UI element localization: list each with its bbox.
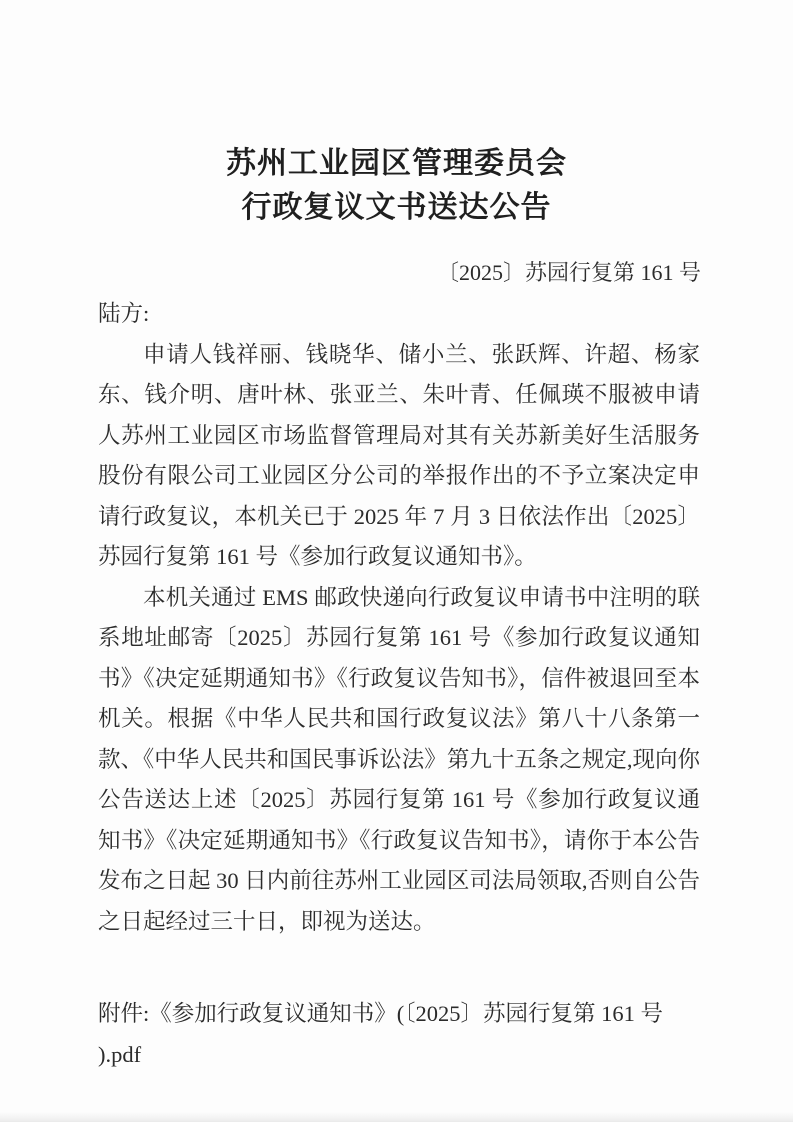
attachment-line: 附件:《参加行政复议通知书》(〔2025〕苏园行复第 161 号 ).pdf	[98, 1001, 663, 1067]
salutation: 陆方:	[98, 301, 150, 326]
document-title	[0, 142, 793, 230]
scan-artifact-bottom-edge	[0, 1112, 793, 1122]
title-line-2: 行政复议文书送达公告	[241, 191, 552, 224]
paragraph-1: 申请人钱祥丽、钱晓华、储小兰、张跃辉、许超、杨家东、钱介明、唐叶林、张亚兰、朱叶青、任佩瑛不服被申请人苏州工业园区市场监督管理局对其有关苏新美好生活服务股份有限公司工业园区分公司的举报作出的不予立案决定申请行政复议，本机关已于 2025 年 7 月 3 日依法作出〔2025〕苏园行复第 161 号《参加行政复议通知书》。	[98, 341, 700, 569]
document-body	[98, 294, 700, 1075]
paragraph-2: 本机关通过 EMS 邮政快递向行政复议申请书中注明的联系地址邮寄〔2025〕苏园行复第 161 号《参加行政复议通知书》《决定延期通知书》《行政复议告知书》，信件被退回至本机关。根据《中华人民共和国行政复议法》第八十八条第一款、《中华人民共和国民事诉讼法》第九十五条之规定,现向你公告送达上述〔2025〕苏园行复第 161 号《参加行政复议通知书》《决定延期通知书》《行政复议告知书》，请你于本公告发布之日起 30 日内前往苏州工业园区司法局领取,否则自公告之日起经过三十日，即视为送达。	[98, 584, 700, 934]
document-number: 〔2025〕苏园行复第 161 号	[436, 260, 701, 285]
title-line-1: 苏州工业园区管理委员会	[226, 147, 567, 180]
